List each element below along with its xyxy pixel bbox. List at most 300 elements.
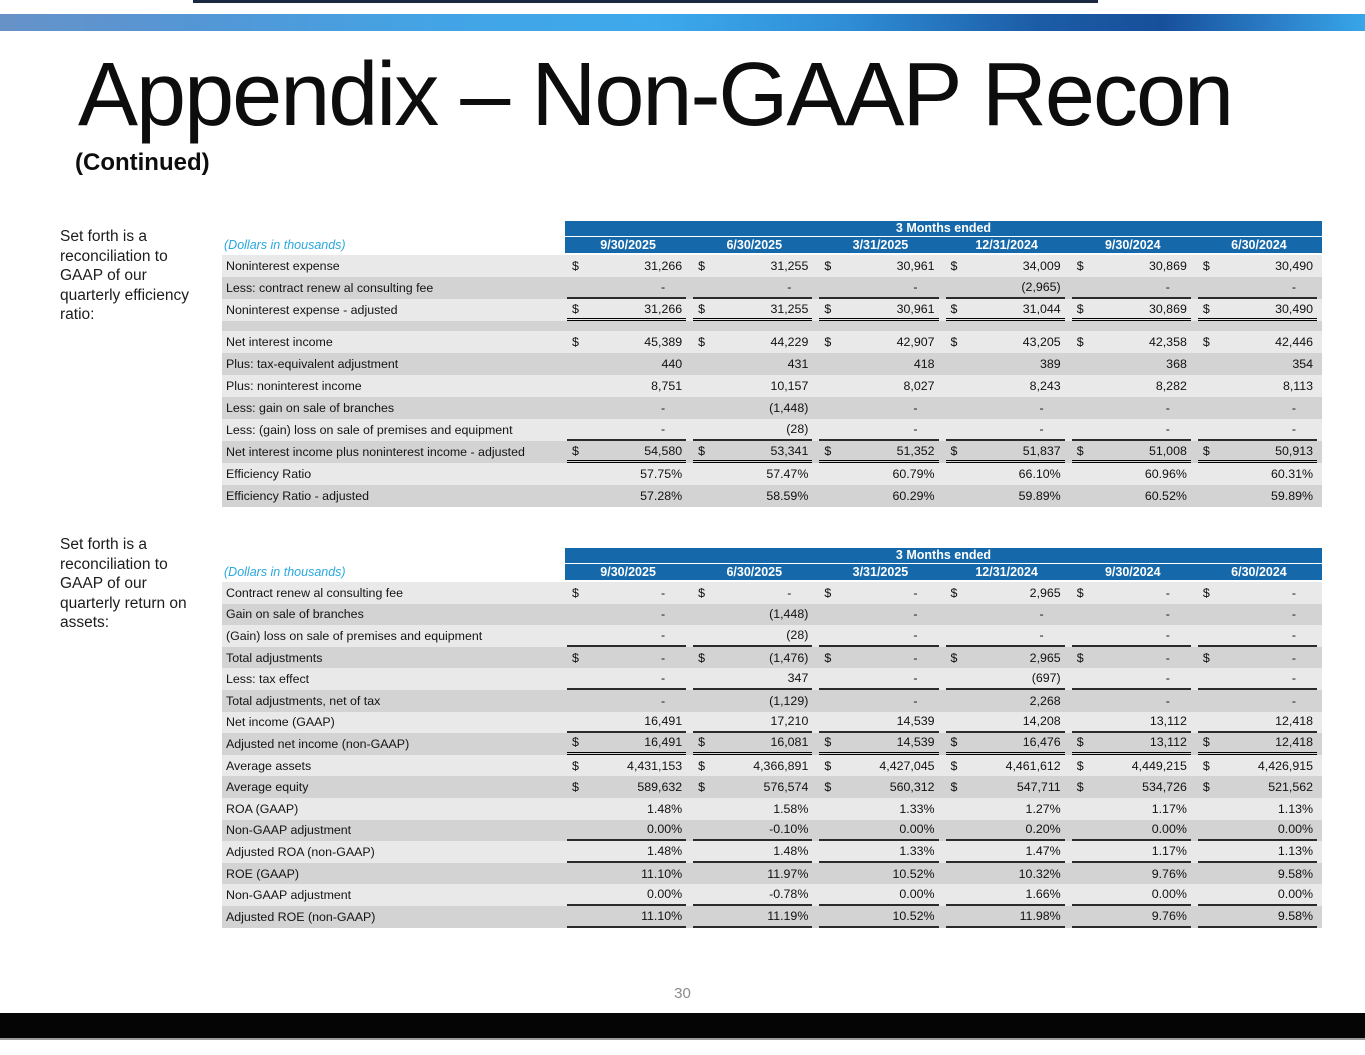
table-column-headers — [565, 237, 1322, 253]
table-cell — [944, 820, 1070, 842]
table-cell — [944, 255, 1070, 277]
table-cell — [944, 668, 1070, 690]
table-row — [222, 441, 1322, 463]
table-cell — [817, 419, 943, 441]
table-cell — [565, 277, 691, 299]
cell-value: 60.31% — [1271, 467, 1314, 481]
table-cell — [1070, 647, 1196, 669]
table-cell — [1070, 712, 1196, 734]
row-label: Efficiency Ratio - adjusted — [226, 489, 370, 503]
cell-value: 10,157 — [770, 379, 809, 393]
row-label: Average equity — [226, 780, 309, 795]
cell-value: (1,448) — [769, 401, 809, 415]
cell-inner — [946, 755, 1065, 777]
cell-value: 1.47% — [1025, 843, 1061, 858]
table-cell — [817, 755, 943, 777]
cell-inner — [819, 463, 938, 485]
table-cell — [565, 798, 691, 820]
column-header: 9/30/2024 — [1104, 238, 1161, 252]
cell-value: - — [661, 280, 666, 294]
cell-value: 16,491 — [644, 714, 683, 729]
cell-value: - — [661, 627, 666, 642]
cell-inner — [946, 884, 1065, 906]
table-cell — [1196, 397, 1322, 419]
table-row — [222, 906, 1322, 928]
table-row — [222, 776, 1322, 798]
table-cell — [691, 841, 817, 863]
table-cell — [691, 755, 817, 777]
row-label: Total adjustments, net of tax — [226, 693, 381, 708]
table-cell — [1196, 277, 1322, 299]
cell-value: - — [1165, 280, 1170, 294]
dollar-sign: $ — [572, 301, 579, 316]
cell-value: 11.10% — [641, 866, 683, 881]
cell-value: 57.47% — [766, 467, 809, 481]
table-cell — [944, 884, 1070, 906]
dollar-sign: $ — [1202, 335, 1210, 349]
row-label: Adjusted ROE (non-GAAP) — [226, 909, 376, 924]
dollar-sign: $ — [824, 585, 832, 600]
cell-value: (1,476) — [769, 650, 809, 665]
cell-value: 4,449,215 — [1131, 758, 1187, 773]
table-cell — [944, 463, 1070, 485]
cell-value: 59.89% — [1271, 489, 1314, 503]
cell-value: 534,726 — [1142, 780, 1187, 795]
cell-value: - — [1291, 693, 1297, 708]
dollar-sign: $ — [950, 585, 958, 600]
table-cell — [1070, 863, 1196, 885]
cell-value: 54,580 — [644, 443, 683, 458]
cell-inner — [1198, 690, 1317, 712]
table-cell — [944, 906, 1070, 928]
cell-value: -0.78% — [769, 887, 809, 902]
row-label: Net interest income plus noninterest income - adjusted — [226, 445, 525, 459]
cell-inner — [1198, 582, 1317, 604]
table-cell — [817, 353, 943, 375]
table-cell — [691, 353, 817, 375]
table-body — [222, 255, 1322, 507]
table-cell — [817, 397, 943, 419]
cell-inner — [567, 863, 686, 885]
cell-value: 17,210 — [770, 714, 809, 729]
cell-value: 4,461,612 — [1005, 758, 1061, 773]
cell-value: - — [1291, 650, 1297, 665]
cell-inner — [1072, 798, 1191, 820]
table-cell — [817, 299, 943, 321]
cell-value: - — [661, 401, 666, 415]
cell-value: 30,490 — [1275, 301, 1314, 316]
cell-value: 51,352 — [896, 443, 935, 458]
table-cell — [1196, 841, 1322, 863]
cell-inner — [819, 331, 938, 353]
cell-inner — [946, 863, 1065, 885]
cell-value: 1.48% — [647, 801, 683, 816]
table-cell — [1196, 755, 1322, 777]
cell-inner — [1198, 441, 1317, 463]
cell-value: 12,418 — [1275, 735, 1314, 750]
table-cell — [1070, 331, 1196, 353]
dollar-sign: $ — [824, 259, 832, 273]
table-cell — [1070, 419, 1196, 441]
cell-value: -0.10% — [769, 822, 809, 837]
cell-value: - — [913, 607, 918, 622]
table-cell — [1196, 668, 1322, 690]
cell-value: 0.00% — [1151, 822, 1187, 837]
cell-value: 418 — [913, 357, 935, 371]
efficiency-ratio-table — [222, 221, 1322, 507]
cell-value: 1.58% — [773, 801, 809, 816]
dollar-sign: $ — [824, 301, 832, 316]
table-cell — [691, 331, 817, 353]
dollar-sign: $ — [1202, 650, 1210, 665]
cell-value: - — [661, 607, 666, 622]
column-header: 6/30/2024 — [1231, 238, 1287, 252]
cell-inner — [693, 419, 812, 441]
table-row — [222, 625, 1322, 647]
cell-inner — [1072, 375, 1191, 397]
table-cell — [1196, 419, 1322, 441]
cell-inner — [567, 419, 686, 441]
cell-inner — [693, 668, 812, 690]
cell-inner — [819, 299, 938, 321]
column-header: 6/30/2025 — [726, 238, 783, 252]
cell-inner — [819, 690, 938, 712]
table-cell — [565, 776, 691, 798]
table-cell — [944, 485, 1070, 507]
cell-inner — [819, 884, 938, 906]
cell-value: 576,574 — [763, 780, 809, 795]
table-cell — [1196, 647, 1322, 669]
cell-inner — [567, 375, 686, 397]
cell-inner — [1198, 419, 1317, 441]
cell-value: 0.20% — [1025, 822, 1061, 837]
cell-value: 57.75% — [640, 467, 683, 481]
table-row — [222, 485, 1322, 507]
cell-value: - — [1165, 650, 1170, 665]
cell-value: 13,112 — [1149, 714, 1187, 729]
cell-inner — [693, 712, 812, 734]
cell-inner — [567, 353, 686, 375]
dollar-sign: $ — [1076, 443, 1084, 458]
cell-inner — [693, 906, 812, 928]
cell-value: 60.52% — [1144, 489, 1187, 503]
column-header: 12/31/2024 — [975, 565, 1038, 579]
table-cell — [944, 712, 1070, 734]
table-cell — [691, 906, 817, 928]
table-cell — [565, 668, 691, 690]
cell-value: 2,965 — [1029, 650, 1061, 665]
cell-value: 1.13% — [1277, 843, 1314, 858]
cell-inner — [1072, 485, 1191, 507]
cell-value: 1.33% — [899, 801, 935, 816]
dollar-sign: $ — [698, 301, 706, 316]
cell-inner — [693, 582, 812, 604]
cell-inner — [1198, 353, 1317, 375]
row-label: Plus: tax-equivalent adjustment — [226, 357, 399, 371]
cell-value: - — [913, 585, 918, 600]
table-cell — [565, 841, 691, 863]
cell-value: - — [913, 401, 918, 415]
row-label: Less: gain on sale of branches — [226, 401, 395, 415]
cell-inner — [1198, 375, 1317, 397]
table-cell — [1196, 906, 1322, 928]
table-cell — [691, 604, 817, 626]
cell-inner — [946, 647, 1065, 669]
table-cell — [1070, 255, 1196, 277]
cell-inner — [567, 884, 686, 906]
units-note: (Dollars in thousands) — [224, 238, 346, 252]
cell-value: 11.98% — [1019, 908, 1061, 923]
cell-value: 10.52% — [892, 908, 935, 923]
cell-value: 521,562 — [1268, 780, 1314, 795]
table-cell — [691, 419, 817, 441]
cell-value: (28) — [786, 422, 809, 436]
table-cell — [565, 419, 691, 441]
cell-inner — [1198, 733, 1317, 755]
cell-inner — [1072, 299, 1191, 321]
cell-value: 30,961 — [896, 259, 935, 273]
cell-value: 50,913 — [1275, 443, 1314, 458]
dollar-sign: $ — [1076, 301, 1084, 316]
top-accent-bar — [0, 14, 1365, 31]
table-cell — [691, 712, 817, 734]
table-cell — [1070, 690, 1196, 712]
table-cell — [1070, 776, 1196, 798]
dollar-sign: $ — [572, 780, 579, 795]
dollar-sign: $ — [572, 335, 579, 349]
table-cell — [817, 277, 943, 299]
cell-value: 60.29% — [892, 489, 935, 503]
cell-inner — [1072, 625, 1191, 647]
table-cell — [691, 277, 817, 299]
cell-inner — [946, 690, 1065, 712]
cell-value: 13,112 — [1149, 735, 1187, 750]
table-cell — [1070, 884, 1196, 906]
dollar-sign: $ — [1202, 443, 1210, 458]
cell-value: 8,282 — [1155, 379, 1187, 393]
cell-value: 1.13% — [1277, 801, 1314, 816]
cell-inner — [819, 625, 938, 647]
table-cell — [691, 299, 817, 321]
table-cell — [565, 712, 691, 734]
cell-value: 8,243 — [1029, 379, 1061, 393]
table-cell — [1070, 668, 1196, 690]
dollar-sign: $ — [698, 780, 706, 795]
cell-value: 1.48% — [773, 843, 809, 858]
cell-value: 10.52% — [892, 866, 935, 881]
cell-inner — [567, 485, 686, 507]
cell-value: 34,009 — [1022, 259, 1061, 273]
cell-inner — [1198, 647, 1317, 669]
table-cell — [1196, 625, 1322, 647]
table-cell — [691, 690, 817, 712]
cell-value: - — [1291, 627, 1297, 642]
table-cell — [1196, 582, 1322, 604]
cell-value: 1.17% — [1151, 801, 1187, 816]
cell-inner — [819, 397, 938, 419]
table-cell — [691, 884, 817, 906]
column-header: 6/30/2024 — [1231, 565, 1287, 579]
cell-inner — [1198, 604, 1317, 626]
table-cell — [944, 353, 1070, 375]
cell-value: 0.00% — [899, 887, 935, 902]
cell-value: 42,907 — [896, 335, 935, 349]
table-span-header: 3 Months ended — [565, 221, 1322, 236]
cell-value: 1.48% — [647, 843, 683, 858]
row-label: Less: tax effect — [226, 672, 310, 687]
cell-value: 43,205 — [1022, 335, 1061, 349]
table-cell — [1196, 299, 1322, 321]
cell-inner — [819, 668, 938, 690]
cell-inner — [567, 331, 686, 353]
table-row — [222, 647, 1322, 669]
table-cell — [565, 582, 691, 604]
table-cell — [565, 733, 691, 755]
dollar-sign: $ — [1076, 758, 1084, 773]
cell-value: 0.00% — [899, 822, 935, 837]
column-header: 9/30/2025 — [600, 565, 656, 579]
table-row — [222, 277, 1322, 299]
cell-inner — [1072, 397, 1191, 419]
row-label: Less: (gain) loss on sale of premises and equipment — [226, 423, 513, 437]
table-cell — [817, 841, 943, 863]
cell-inner — [819, 647, 938, 669]
cell-value: 0.00% — [1277, 822, 1314, 837]
dollar-sign: $ — [1202, 758, 1210, 773]
table-cell — [1070, 463, 1196, 485]
cell-inner — [693, 647, 812, 669]
table-cell — [691, 647, 817, 669]
row-label: Total adjustments — [226, 650, 323, 665]
cell-inner — [819, 485, 938, 507]
table-cell — [944, 841, 1070, 863]
cell-inner — [567, 255, 686, 277]
cell-inner — [567, 798, 686, 820]
slide-title: Appendix – Non-GAAP Recon — [78, 45, 1233, 145]
cell-value: - — [913, 650, 918, 665]
cell-value: 1.66% — [1025, 887, 1061, 902]
table-body — [222, 582, 1322, 928]
cell-value: - — [1291, 422, 1297, 436]
cell-inner — [693, 463, 812, 485]
row-label: Adjusted net income (non-GAAP) — [226, 736, 410, 751]
cell-inner — [819, 733, 938, 755]
cell-inner — [693, 820, 812, 842]
cell-value: 66.10% — [1018, 467, 1061, 481]
cell-value: 16,491 — [644, 735, 683, 750]
cell-value: - — [661, 693, 666, 708]
cell-inner — [819, 604, 938, 626]
cell-value: 42,358 — [1148, 335, 1187, 349]
cell-inner — [946, 733, 1065, 755]
row-label: Net interest income — [226, 335, 333, 349]
cell-value: (2,965) — [1021, 280, 1061, 294]
table-cell — [1196, 863, 1322, 885]
table-cell — [1070, 485, 1196, 507]
cell-value: 9.76% — [1151, 908, 1187, 923]
table-cell — [817, 712, 943, 734]
cell-value: 9.58% — [1277, 866, 1314, 881]
cell-inner — [567, 668, 686, 690]
cell-value: 30,869 — [1148, 259, 1187, 273]
cell-value: - — [1291, 280, 1297, 294]
cell-value: 547,711 — [1016, 780, 1061, 795]
cell-inner — [946, 906, 1065, 928]
table-row — [222, 798, 1322, 820]
dollar-sign: $ — [572, 758, 579, 773]
table-cell — [944, 690, 1070, 712]
cell-value: 45,389 — [644, 335, 683, 349]
cell-value: 30,961 — [896, 301, 935, 316]
dollar-sign: $ — [698, 758, 706, 773]
table-cell — [1070, 733, 1196, 755]
table-row — [222, 299, 1322, 321]
cell-value: 2,268 — [1029, 693, 1061, 708]
cell-value: 431 — [787, 357, 809, 371]
slide-subtitle: (Continued) — [75, 149, 210, 176]
table-cell — [565, 255, 691, 277]
column-header: 3/31/2025 — [852, 238, 909, 252]
table-cell — [817, 463, 943, 485]
table-row — [222, 353, 1322, 375]
cell-inner — [946, 397, 1065, 419]
cell-inner — [1072, 776, 1191, 798]
cell-inner — [946, 582, 1065, 604]
table-cell — [817, 668, 943, 690]
table-cell — [1196, 776, 1322, 798]
cell-value: 368 — [1166, 357, 1187, 371]
table-cell — [691, 375, 817, 397]
cell-inner — [946, 441, 1065, 463]
cell-inner — [567, 582, 686, 604]
cell-inner — [819, 820, 938, 842]
row-label: Noninterest expense — [226, 259, 340, 273]
cell-value: - — [1291, 585, 1297, 600]
cell-inner — [1072, 277, 1191, 299]
cell-value: - — [913, 671, 918, 686]
table-spacer-row — [222, 321, 1322, 331]
cell-inner — [819, 441, 938, 463]
table-row — [222, 733, 1322, 755]
row-label: Less: contract renew al consulting fee — [226, 281, 434, 295]
table-cell — [944, 776, 1070, 798]
cell-inner — [819, 798, 938, 820]
cell-value: 4,366,891 — [753, 758, 809, 773]
cell-inner — [819, 582, 938, 604]
cell-inner — [567, 733, 686, 755]
table-row — [222, 690, 1322, 712]
table-cell — [817, 582, 943, 604]
cell-inner — [693, 277, 812, 299]
cell-inner — [819, 712, 938, 734]
cell-value: - — [661, 585, 666, 600]
cell-inner — [946, 299, 1065, 321]
cell-inner — [693, 841, 812, 863]
table-row — [222, 884, 1322, 906]
cell-inner — [1198, 906, 1317, 928]
table-cell — [565, 397, 691, 419]
cell-value: 57.28% — [640, 489, 683, 503]
table-cell — [944, 863, 1070, 885]
table-cell — [817, 255, 943, 277]
column-header: 6/30/2025 — [726, 565, 783, 579]
cell-inner — [819, 776, 938, 798]
table-cell — [1070, 582, 1196, 604]
cell-value: (28) — [786, 627, 809, 642]
cell-inner — [819, 841, 938, 863]
cell-inner — [693, 299, 812, 321]
cell-value: 30,869 — [1148, 301, 1187, 316]
